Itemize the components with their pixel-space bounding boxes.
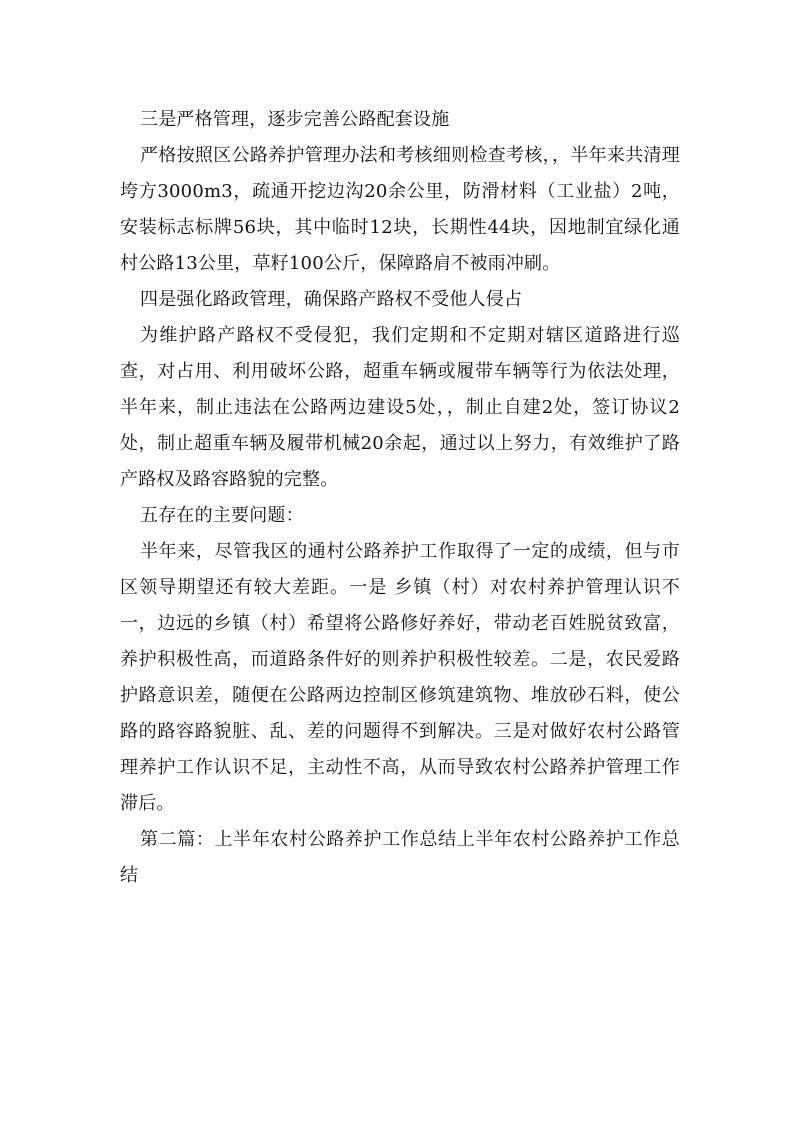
section-heading-5: 五存在的主要问题： <box>140 505 304 526</box>
body-paragraph-road-administration: 为维护路产路权不受侵犯，我们定期和不定期对辖区道路进行巡查，对占用、利用破坏公路，超重车辆或履带车辆等行为依法处理，半年来，制止违法在公路两边建设5处，，制止自建2处，签订协议2处，制止超重车辆及履带机械20余起，通过以上努力，有效维护了路产路权及路容路貌的完整。 <box>120 325 680 490</box>
document-page <box>120 102 680 894</box>
next-article-title: 第二篇：上半年农村公路养护工作总结上半年农村公路养护工作总结 <box>120 829 680 886</box>
section-heading-4: 四是强化路政管理，确保路产路权不受他人侵占 <box>140 289 523 310</box>
body-paragraph-maintenance: 严格按照区公路养护管理办法和考核细则检查考核，，半年来共清理垮方3000m3，疏通开挖边沟20余公里，防滑材料（工业盐）2吨，安装标志标牌56块，其中临时12块，长期性44块，因地制宜绿化通村公路13公里，草籽100公斤，保障路肩不被雨冲刷。 <box>120 145 680 274</box>
body-paragraph-problems: 半年来，尽管我区的通村公路养护工作取得了一定的成绩，但与市区领导期望还有较大差距。一是 乡镇（村）对农村养护管理认识不一，边远的乡镇（村）希望将公路修好养好，带动老百姓脱贫致富，养护积极性高，而道路条件好的则养护积极性较差。二是，农民爱路护路意识差，随便在公路两边控制区修筑建筑物、堆放砂石料，使公路的路容路貌脏、乱、差的问题得不到解决。三是对做好农村公路管理养护工作认识不足，主动性不高，从而导致农村公路养护管理工作滞后。 <box>120 541 680 814</box>
section-heading-3: 三是严格管理，逐步完善公路配套设施 <box>140 109 450 130</box>
